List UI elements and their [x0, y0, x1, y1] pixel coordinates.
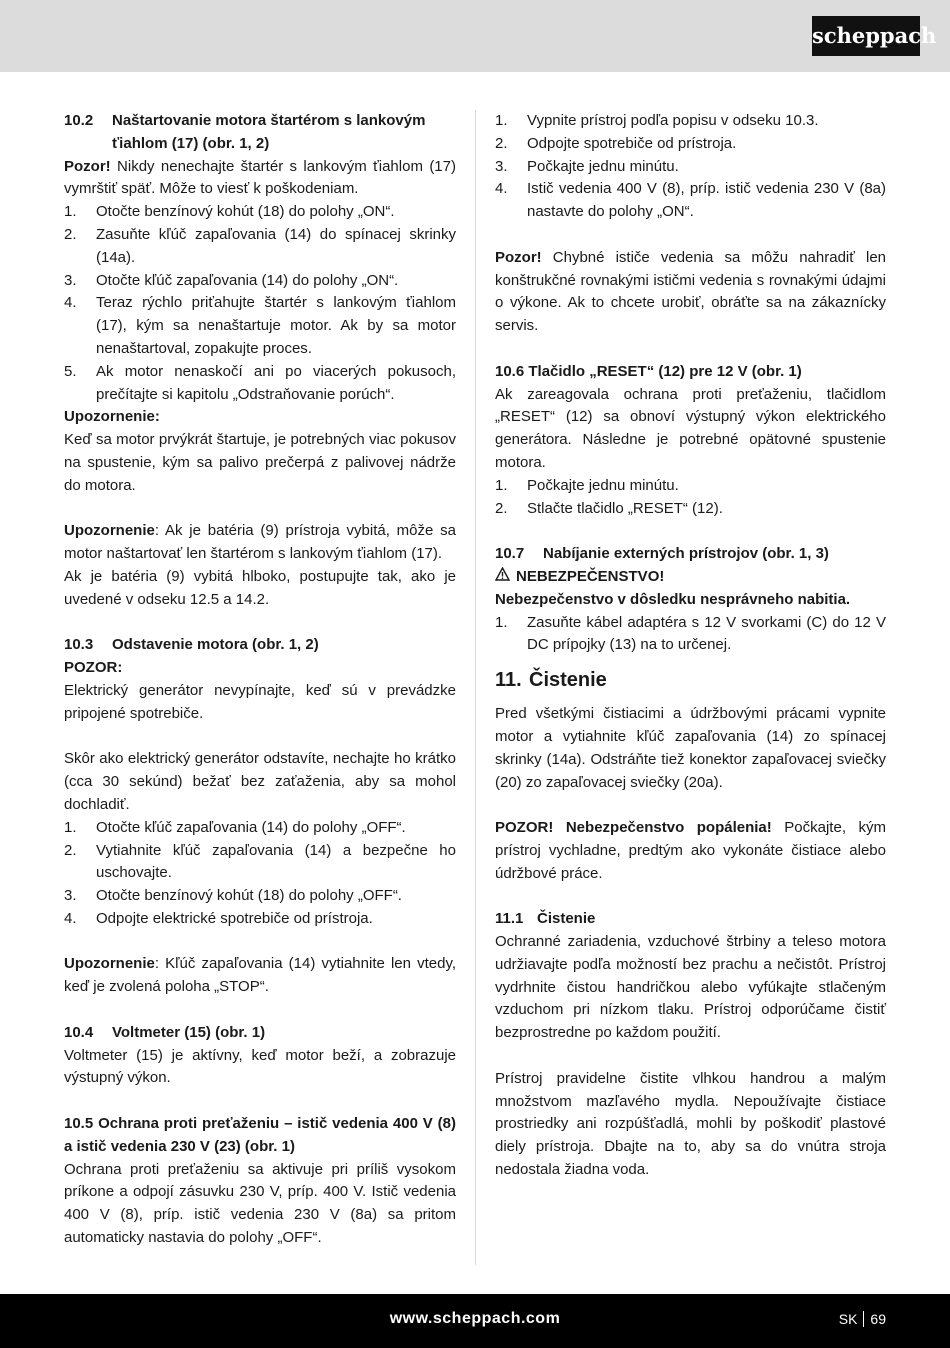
section-10-5-heading: 10.5 Ochrana proti preťaženiu – istič vedenia 400 V (8) a istič vedenia 230 V (23) (obr. 1)	[64, 1115, 456, 1155]
page-footer	[0, 1294, 950, 1348]
list-item: 2. Zasuňte kľúč zapaľovania (14) do spínacej skrinky (14a).	[64, 225, 456, 266]
section-10-2-heading: 10.2 Naštartovanie motora štartérom s lankovým ťiahlom (17) (obr. 1, 2)	[64, 112, 426, 152]
left-column	[64, 110, 456, 1250]
cleaning-intro: Pred všetkými čistiacimi a údržbovými prácami vypnite motor a vytiahnite kľúč zapaľovania (14) zo spínacej skrinky (14a). Odstráňte tiež konektor zapaľovacej sviečky (20) zo zapaľovacej sviečky (20a).	[495, 705, 886, 791]
website-link[interactable]: www.scheppach.com	[389, 1310, 561, 1327]
section-10-3-heading: 10.3 Odstavenie motora (obr. 1, 2)	[64, 636, 319, 654]
list-item: 3. Počkajte jednu minútu.	[495, 157, 679, 175]
list-item: 1. Počkajte jednu minútu.	[495, 476, 679, 494]
list-item: 1. Zasuňte kábel adaptéra s 12 V svorkami (C) do 12 V DC prípojky (13) na to určenej.	[495, 613, 886, 654]
reset-button-steps	[495, 475, 886, 521]
key-note: Upozornenie: Kľúč zapaľovania (14) vytiahnite len vtedy, keď je zvolená poloha „STOP“.	[64, 955, 456, 996]
cleaning-text: Ochranné zariadenia, vzduchové štrbiny a teleso motora udržiavajte podľa možností bez prachu a nečistôt. Prístroj vydrhnite čistou handričkou alebo vyfúkajte stlačeným vzduchom pri nízkom tlaku. Prístroj odporúčame čistiť bezprostredne po každom použití.	[495, 933, 886, 1042]
list-item: 5. Ak motor nenaskočí ani po viacerých pokusoch, prečítajte si kapitolu „Odstraňovanie porúch“.	[64, 362, 456, 403]
pozor-text: Elektrický generátor nevypínajte, keď sú v prevádzke pripojené spotrebiče.	[64, 681, 456, 722]
battery-note: Upozornenie: Ak je batéria (9) prístroja vybitá, môže sa motor naštartovať len štartérom s lankovým ťiahlom (17).	[64, 522, 456, 563]
list-item: 2. Stlačte tlačidlo „RESET“ (12).	[495, 499, 723, 517]
shutdown-steps-list	[64, 817, 456, 931]
list-item: 2. Odpojte spotrebiče od prístroja.	[495, 134, 737, 152]
cleaning-text-2: Prístroj pravidelne čistite vlhkou handrou a malým množstvom mazľavého mydla. Nepoužívajte čistiace prostriedky ani rozpúšťadlá, mohli by poškodiť plastové diely prístroja. Dbajte na to, aby sa do vnútra stroja nedostala žiadna voda.	[495, 1069, 886, 1179]
page-header	[0, 0, 950, 72]
list-item: 3. Otočte kľúč zapaľovania (14) do polohy „ON“.	[64, 271, 399, 289]
list-item: 2. Vytiahnite kľúč zapaľovania (14) a bezpečne ho uschovajte.	[64, 841, 456, 882]
start-steps-list	[64, 201, 456, 406]
danger-text: Nebezpečenstvo v dôsledku nesprávneho nabitia.	[495, 590, 851, 608]
burn-warning: POZOR! Nebezpečenstvo popálenia! Počkajte, kým prístroj vychladne, predtým ako vykonáte čistiace alebo údržbové práce.	[495, 819, 887, 882]
warning-triangle-icon	[495, 567, 510, 581]
reset-steps-list	[495, 110, 886, 224]
pozor-label: POZOR:	[64, 659, 123, 677]
list-item: 1. Otočte kľúč zapaľovania (14) do polohy „OFF“.	[64, 818, 406, 836]
list-item: 4. Teraz rýchlo priťahujte štartér s lankovým ťiahlom (17), kým sa nenaštartuje motor. Ak by sa motor nenaštartoval, zopakujte proces.	[64, 294, 456, 357]
column-divider	[475, 110, 476, 1265]
section-11-heading: 11. Čistenie	[495, 669, 607, 692]
overload-text: Ochrana proti preťaženiu sa aktivuje pri príliš vysokom príkone a odpojí zásuvku 230 V, príp. 400 V. Istič vedenia 400 V (8), príp. istič vedenia 230 V (8a) sa pritom automaticky nastavia do polohy „OFF“.	[64, 1160, 456, 1247]
brand-logo: scheppach	[812, 16, 920, 56]
right-column	[495, 110, 886, 1182]
list-item: 4. Odpojte elektrické spotrebiče od prístroja.	[64, 909, 373, 927]
shutdown-text: Skôr ako elektrický generátor odstavíte, nechajte ho krátko (cca 30 sekúnd) bežať bez zaťaženia, aby sa mohol dochladiť.	[64, 750, 456, 813]
section-10-4-heading: 10.4 Voltmeter (15) (obr. 1)	[64, 1023, 266, 1041]
list-item: 3. Otočte benzínový kohút (18) do polohy „OFF“.	[64, 887, 402, 905]
note-label: Upozornenie:	[64, 408, 160, 426]
list-item: 1. Otočte benzínový kohút (18) do polohy „ON“.	[64, 203, 395, 221]
breaker-warning: Pozor! Chybné ističe vedenia sa môžu nahradiť len konštrukčné rovnakými ističmi vedenia s rovnakými údajmi o výkone. Ak to chcete urobiť, obráťte sa na zákaznícky servis.	[495, 248, 886, 335]
list-item: 4. Istič vedenia 400 V (8), príp. istič vedenia 230 V (8a) nastavte do polohy „ON“.	[495, 180, 886, 221]
danger-line: NEBEZPEČENSTVO!	[495, 566, 886, 589]
section-10-7-heading: 10.7 Nabíjanie externých prístrojov (obr. 1, 3)	[495, 545, 829, 563]
note-text: Keď sa motor prvýkrát štartuje, je potrebných viac pokusov na spustenie, kým sa palivo prečerpá z palivovej nádrže do motora.	[64, 431, 456, 494]
voltmeter-text: Voltmeter (15) je aktívny, keď motor beží, a zobrazuje výstupný výkon.	[64, 1046, 456, 1087]
page-number: SK 69	[838, 1311, 886, 1327]
list-item: 1. Vypnite prístroj podľa popisu v odseku 10.3.	[495, 112, 819, 129]
section-10-6-heading: 10.6 Tlačidlo „RESET“ (12) pre 12 V (obr. 1)	[495, 362, 802, 380]
battery-note-2: Ak je batéria (9) vybitá hlboko, postupujte tak, ako je uvedené v odseku 12.5 a 14.2.	[64, 567, 456, 608]
pozor-paragraph: Pozor! Nikdy nenechajte štartér s lankovým ťiahlom (17) vymrštiť späť. Môže to viesť k poškodeniam.	[64, 157, 456, 198]
reset-text: Ak zareagovala ochrana proti preťaženiu, tlačidlom „RESET“ (12) sa obnoví výstupný výkon elektrického generátora. Následne je potrebné opätovné spustenie motora.	[495, 385, 886, 471]
section-11-1-heading: 11.1 Čistenie	[495, 910, 596, 928]
